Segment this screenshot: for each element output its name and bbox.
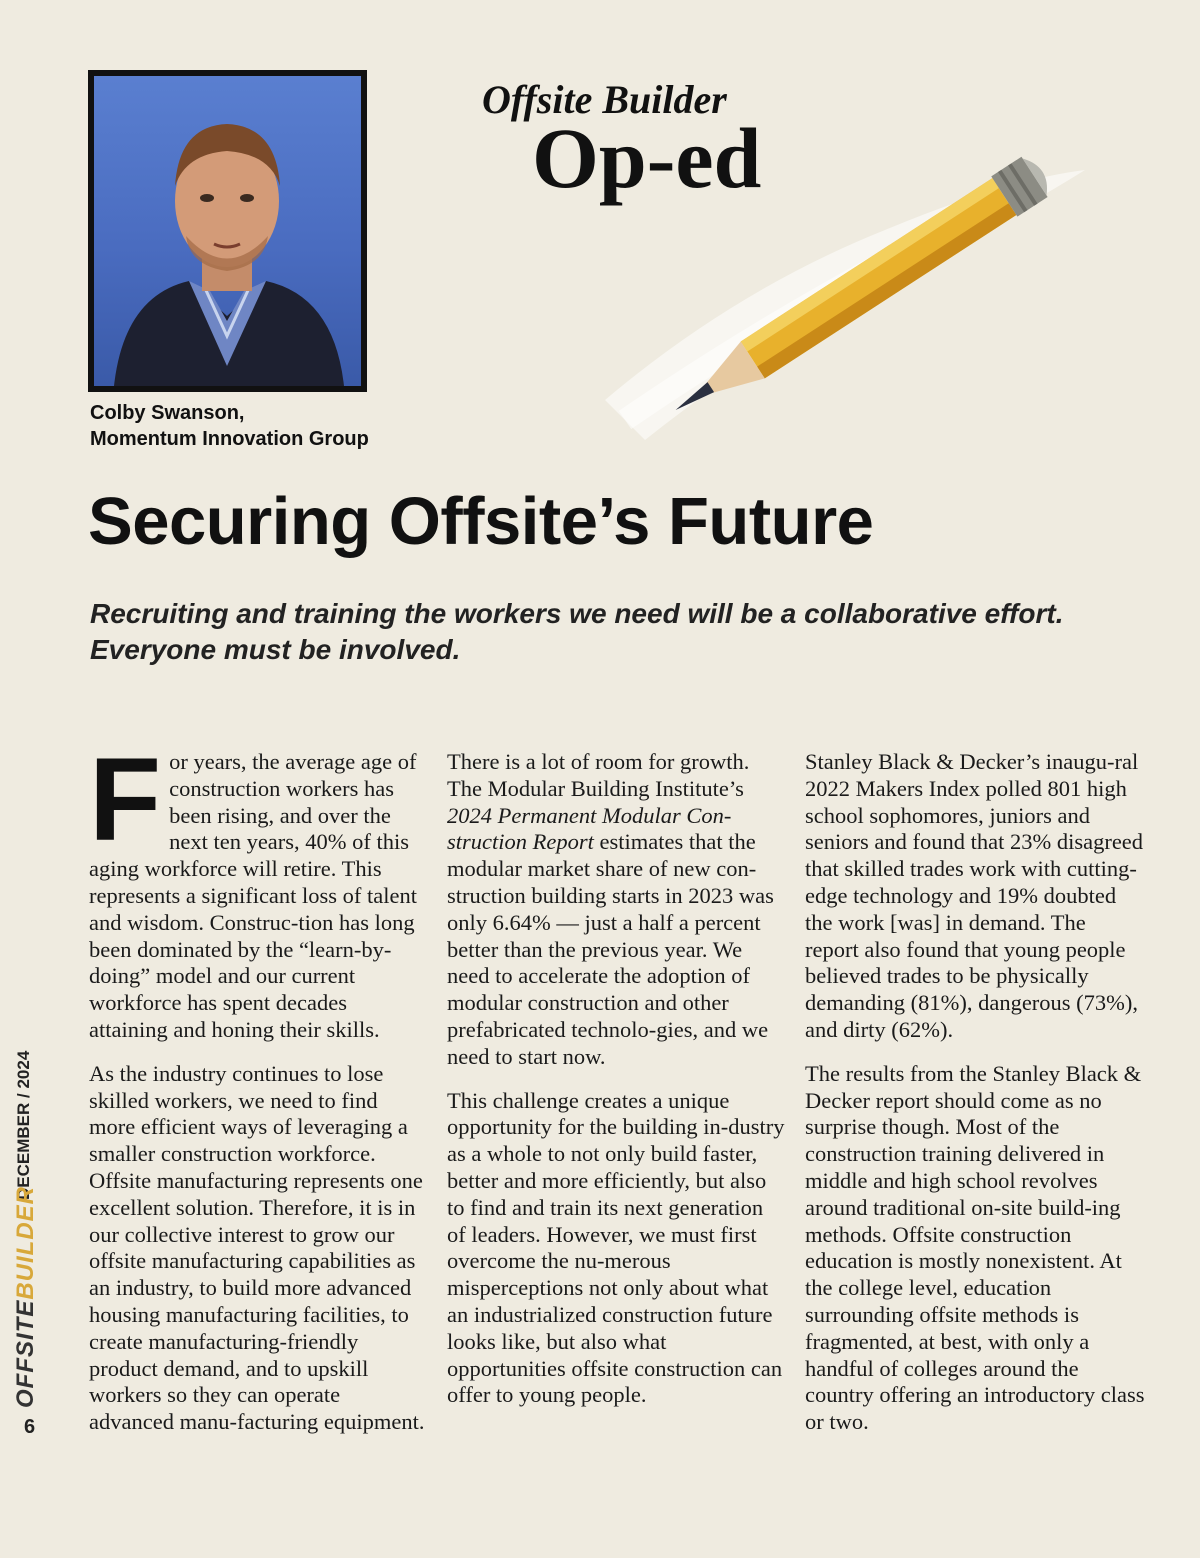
paragraph: The results from the Stanley Black & Decker report should come as no surprise though. Most of the construction training delivered in middle and high school revolves around traditional on-site build-ing methods. Offsite construction education is mostly nonexistent. At the college level, education surrounding offsite methods is fragmented, at best, with only a handful of colleges around the country offering an introductory class or two. <box>805 1060 1145 1435</box>
report-title: 2024 Permanent Modular Con-struction Report <box>447 802 732 855</box>
paragraph-text: There is a lot of room for growth. The Modular Building Institute’s <box>447 749 750 801</box>
body-column-2 <box>447 749 787 1426</box>
pencil-illustration <box>585 140 1105 460</box>
logo-offsite: OFFSITE <box>12 1299 39 1408</box>
paragraph: As the industry continues to lose skilled workers, we need to find more efficient ways of leveraging a smaller construction workforce. Offsite manufacturing represents one excellent solution. Therefore, it is in our collective interest to grow our offsite manufacturing capabilities as an industry, to build more advanced housing manufacturing facilities, to create manufacturing-friendly product demand, and to upskill workers so they can operate advanced manu-facturing equipment. <box>89 1060 425 1435</box>
paragraph-text: estimates that the modular market share of new con-struction building starts in 2023 was only 6.64% — just a half a percent better than the previous year. We need to accelerate the adoption of modular construction and other prefabricated technolo-gies, and we need to start now. <box>447 829 774 1069</box>
paragraph: This challenge creates a unique opportunity for the building in-dustry as a whole to not only build faster, better and more efficiently, but also to find and train its next generation of leaders. However, we must first overcome the nu-merous misperceptions not only about what an industrialized construction future looks like, but also what opportunities offsite construction can offer to young people. <box>447 1087 785 1408</box>
article-headline: Securing Offsite’s Future <box>88 484 874 559</box>
author-caption <box>90 400 369 452</box>
author-photo-image <box>94 76 361 386</box>
masthead-title: Offsite Builder <box>482 77 727 122</box>
author-name: Colby Swanson, <box>90 402 245 424</box>
author-photo <box>88 70 367 392</box>
body-column-3 <box>805 749 1145 1453</box>
masthead-oped: Op-ed <box>532 110 762 206</box>
paragraph: Stanley Black & Decker’s inaugu-ral 2022 Makers Index polled 801 high school sophomores, juniors and seniors and found that 23% disagreed that skilled trades work with cutting-edge technology and 19% doubted the work [was] in demand. The report also found that young people believed trades to be physically demanding (81%), dangerous (73%), and dirty (62%). <box>805 749 1144 1042</box>
author-org: Momentum Innovation Group <box>90 428 369 450</box>
body-column-1 <box>89 734 429 1453</box>
page-number: 6 <box>24 1416 36 1438</box>
logo-builder: BUILDER <box>12 1185 39 1300</box>
portrait-illustration <box>94 76 361 386</box>
article-deck: Recruiting and training the workers we need will be a collaborative effort. Everyone must be involved. <box>90 598 1064 665</box>
issue-date: DECEMBER / 2024 <box>14 1050 33 1200</box>
drop-cap: F <box>89 734 162 866</box>
paragraph-text: or years, the average age of construction workers has been rising, and over the next ten years, 40% of this aging workforce will retire. This represents a significant loss of talent and wisdom. Construc-tion has long been dominated by the “learn-by-doing” model and our current workforce has spent decades attaining and honing their skills. <box>89 749 418 1042</box>
paragraph <box>447 749 787 1071</box>
paragraph <box>89 734 429 1044</box>
magazine-logo <box>12 1186 40 1408</box>
